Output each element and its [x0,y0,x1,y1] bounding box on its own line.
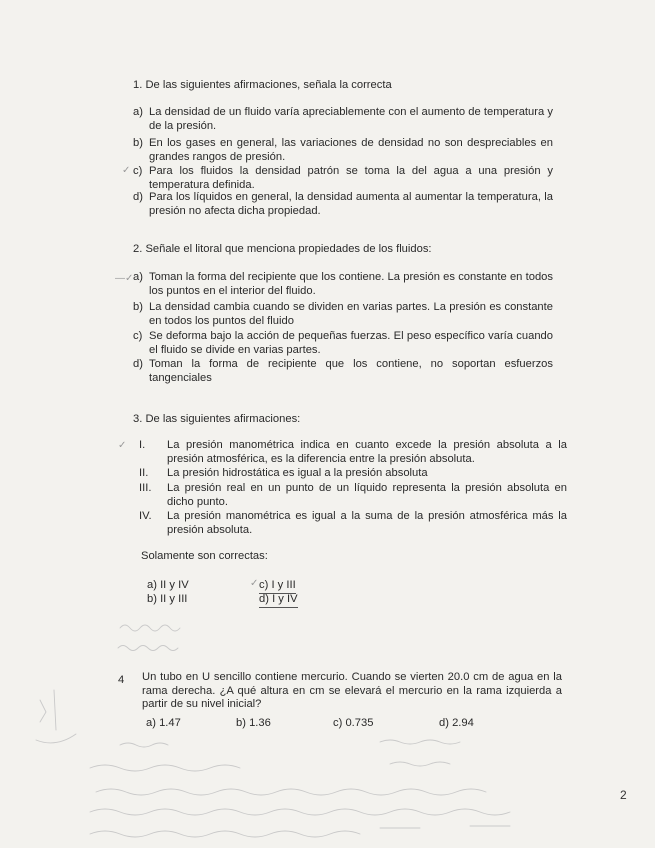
question-4-answer-a: a) 1.47 [146,717,181,729]
question-4-answer-d: d) 2.94 [439,717,474,729]
check-mark-icon: —✓ [115,273,134,284]
question-3-answer-d: d) I y IV [259,593,298,608]
question-3-answer-c: c) I y III [259,579,296,594]
question-3-answer-a: a) II y IV [147,579,189,591]
question-4-text: Un tubo en U sencillo contiene mercurio. Cuando se vierten 20.0 cm de agua en la rama derecha. ¿A qué altura en cm se elevará el mercurio en la rama izquierda a partir de su nivel inicial? [142,671,562,710]
question-3-prompt: Solamente son correctas: [141,550,268,562]
question-1-title: 1. De las siguientes afirmaciones, señala la correcta [133,79,392,91]
question-4-answer-b: b) 1.36 [236,717,271,729]
question-3-answer-b: b) II y III [147,593,188,605]
check-mark-icon: ✓ [122,165,131,176]
question-4-number: 4 [118,674,125,686]
exam-page: 1. De las siguientes afirmaciones, señala la correcta a) La densidad de un fluido varía apreciablemente con el aumento de temperatura y de la presión. b) En los gases en general, las variaciones de densidad no son despreciables en grandes rangos de presión. c) Para los fluidos la densidad patrón se toma la del agua a una presión y temperatura definida. d) Para los líquidos en general, la densidad aumenta al aumentar la temperatura, la presión no afecta dicha propiedad. ✓ 2. Señale el litoral que menciona propiedades de los fluidos: a) Toman la forma del recipiente que los contiene. La presión es constante en todos los puntos en el interior del fluido. b) La densidad cambia cuando se dividen en varias partes. La presión es constante en todos los puntos del fluido c) Se deforma bajo la acción de pequeñas fuerzas. El peso específico varía cuando el fluido se divide en varias partes. d) Toman la forma de recipiente que los contiene, no soportan esfuerzos tangenciales —✓ 3. De las siguientes afirmaciones: I. La presión manométrica indica en cuanto excede la presión absoluta a la presión atmosférica, es la diferencia entre la presión absoluta. II. La presión hidrostática es igual a la presión absoluta III. La presión real en un punto de un líquido representa la presión absoluta en dicho punto. IV. La presión manométrica es igual a la suma de la presión atmosférica más la presión absoluta. Solamente son correctas: a) II y IV b) II y III c) I y III d) I y IV ✓ ✓ 4 Un tubo en U sencillo contiene mercurio. Cuando se vierten 20.0 cm de agua en la rama derecha. ¿A qué altura en cm se elevará el mercurio en la rama izquierda a partir de su nivel inicial? a) 1.47 b) 1.36 c) 0.735 d) 2.94 2 [0,0,655,848]
question-3-title: 3. De las siguientes afirmaciones: [133,413,301,425]
question-2-title: 2. Señale el litoral que menciona propiedades de los fluidos: [133,243,432,255]
question-4-answer-c: c) 0.735 [333,717,374,729]
check-mark-icon: ✓ [250,578,259,589]
page-number: 2 [620,788,627,802]
check-mark-icon: ✓ [118,440,127,451]
